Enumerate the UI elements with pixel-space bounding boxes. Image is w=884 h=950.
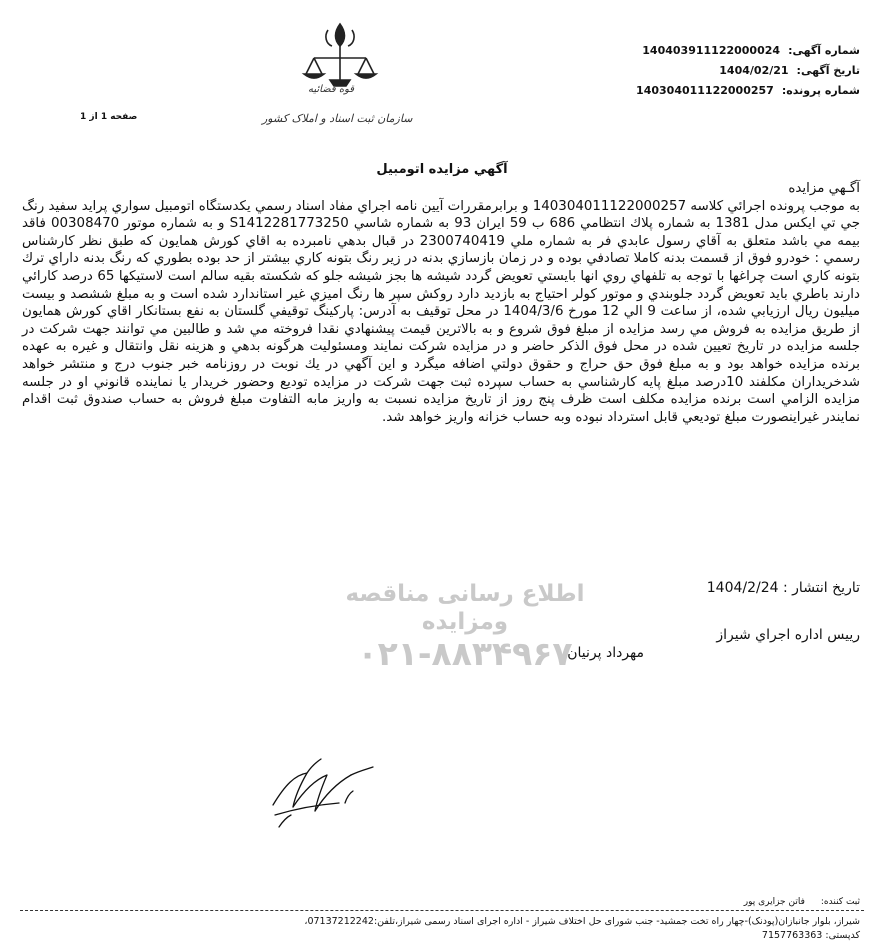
notice-body [22, 180, 860, 426]
publish-date-label: تاريخ انتشار : [783, 580, 860, 596]
footer-address [20, 915, 860, 943]
footer-postal-code: کدپستی: 7157763363 [761, 930, 860, 941]
registered-by-label: ثبت کننده: [820, 897, 860, 907]
notice-number-label: شماره آگهی: [788, 43, 860, 57]
emblem-judiciary-text: قوه قضائیه [308, 84, 355, 95]
notice-date-row [460, 60, 860, 80]
handwritten-signature-icon [255, 745, 385, 840]
watermark-text: اطلاع رسانی مناقصه ومزایده [345, 581, 585, 635]
registered-by-name: فاتن جزایری پور [743, 897, 805, 907]
publish-date-line [460, 580, 860, 596]
notice-number-row [460, 40, 860, 60]
watermark-phone: ۰۲۱-۸۸۳۴۹۶۷ [357, 634, 573, 673]
notice-title: آگهي مزايده اتومبيل [376, 162, 508, 177]
publish-date: 1404/2/24 [706, 580, 779, 596]
footer-address-text: شیراز، بلوار جانبازان(پودنک)-چهار راه تخت جمشید- جنب شورای حل اختلاف شیراز - اداره اجرای اسناد رسمی شیراز،تلفن:07137212242، [304, 916, 860, 927]
body-text: به موجب پرونده اجرائي كلاسه 140304011122000257 و برابرمقررات آيين نامه اجراي مفاد اسناد رسمي يكدستگاه اتومبيل سواري پرايد سفيد رنگ جي تي ايكس مدل 1381 به شماره پلاك انتظامي 686 ب 59 ايران 93 به شماره شاسي S1412281773250 و به شماره موتور 00308470 فاقد بيمه مي باشد متعلق به آقاي رسول عابدي فر به شماره ملي 2300740419 در قبال بدهي نامبرده به اقاي كورش همايون كه طبق نظر كارشناس رسمي : خودرو فوق از قسمت بدنه كاملا تصادفي بوده و در زمان بازسازي بدنه در زير رنگ بتونه كاري بيشتر از حد بوده بطوري كه رنگ بدنه داراي ترك بتونه كاري است چراغها با توجه به تلفهاي روي انها بايستي تعويض گردد شيشه ها بجز شيشه جلو كه شكسته بقيه سالم است لاستيكها 65 درصد كارائي دارند باطري بايد تعويض گردد جلوبندي و موتور كولر احتياج به بازديد دارد روكش سپر ها رنگ اميزي غير استاندارد شده است و به مبلغ ششصد و بيست ميليون ريال ارزيابي شده، از ساعت 9 الي 12 مورخ 1404/3/6 در محل توقيف به آدرس: پاركينگ توقيفي گلستان به نفع بستانكار اقاي كورش همايون از طريق مزايده به فروش مي رسد مزايده از مبلغ فوق شروع و به بالاترين قيمت پيشنهادي نقدا فروخته مي شد و طالبين مي توانند جهت شركت در جلسه مزايده در تاريخ تعيين شده در محل فوق الذكر حاضر و در مزايده شركت نمايند ومسئوليت هرگونه بدهي و هزينه نقل وانتقال و غيره به عهده برنده مزايده خواهد بود و به مبلغ فوق حق حراج و حقوق دولتي اضافه ميگرد و اين آگهي در يك نوبت در روزنامه خبر جنوب درج و منتشر خواهد شدخريداران مكلفند 10درصد مبلغ پايه كارشناسي به حساب سپرده ثبت جهت شركت در مزايده توديع وحضور خريدار يا نماينده قانوني او در جلسه مزايده الزامي است برنده مزايده مكلف است ظرف پنج روز از تاريخ مزايده نسبت به واريز مابه التفاوت مبلغ فروش به حساب صندوق ثبت اقدام نمايندر غيراينصورت مبلغ توديعي قابل استرداد نبوده وبه حساب خزانه واريز خواهد شد. [22, 198, 861, 425]
emblem-organization-text: سازمان ثبت اسناد و املاک کشور [262, 112, 413, 125]
body-heading: آگـهي مزايده [788, 181, 860, 196]
registered-by [744, 897, 860, 907]
file-number-label: شماره پرونده: [781, 83, 860, 97]
notice-number: 140403911122000024 [642, 43, 781, 57]
footer-divider [20, 910, 864, 911]
file-number-row [460, 80, 860, 100]
notice-meta [460, 40, 860, 100]
signatory-name: مهرداد پرنيان [567, 645, 644, 661]
signatory-title: رييس اداره اجراي شيراز [716, 627, 860, 643]
page-indicator: صفحه 1 از 1 [80, 112, 138, 122]
notice-date: 1404/02/21 [719, 63, 789, 77]
file-number: 140304011122000257 [636, 83, 774, 97]
notice-date-label: تاریخ آگهی: [796, 63, 860, 77]
